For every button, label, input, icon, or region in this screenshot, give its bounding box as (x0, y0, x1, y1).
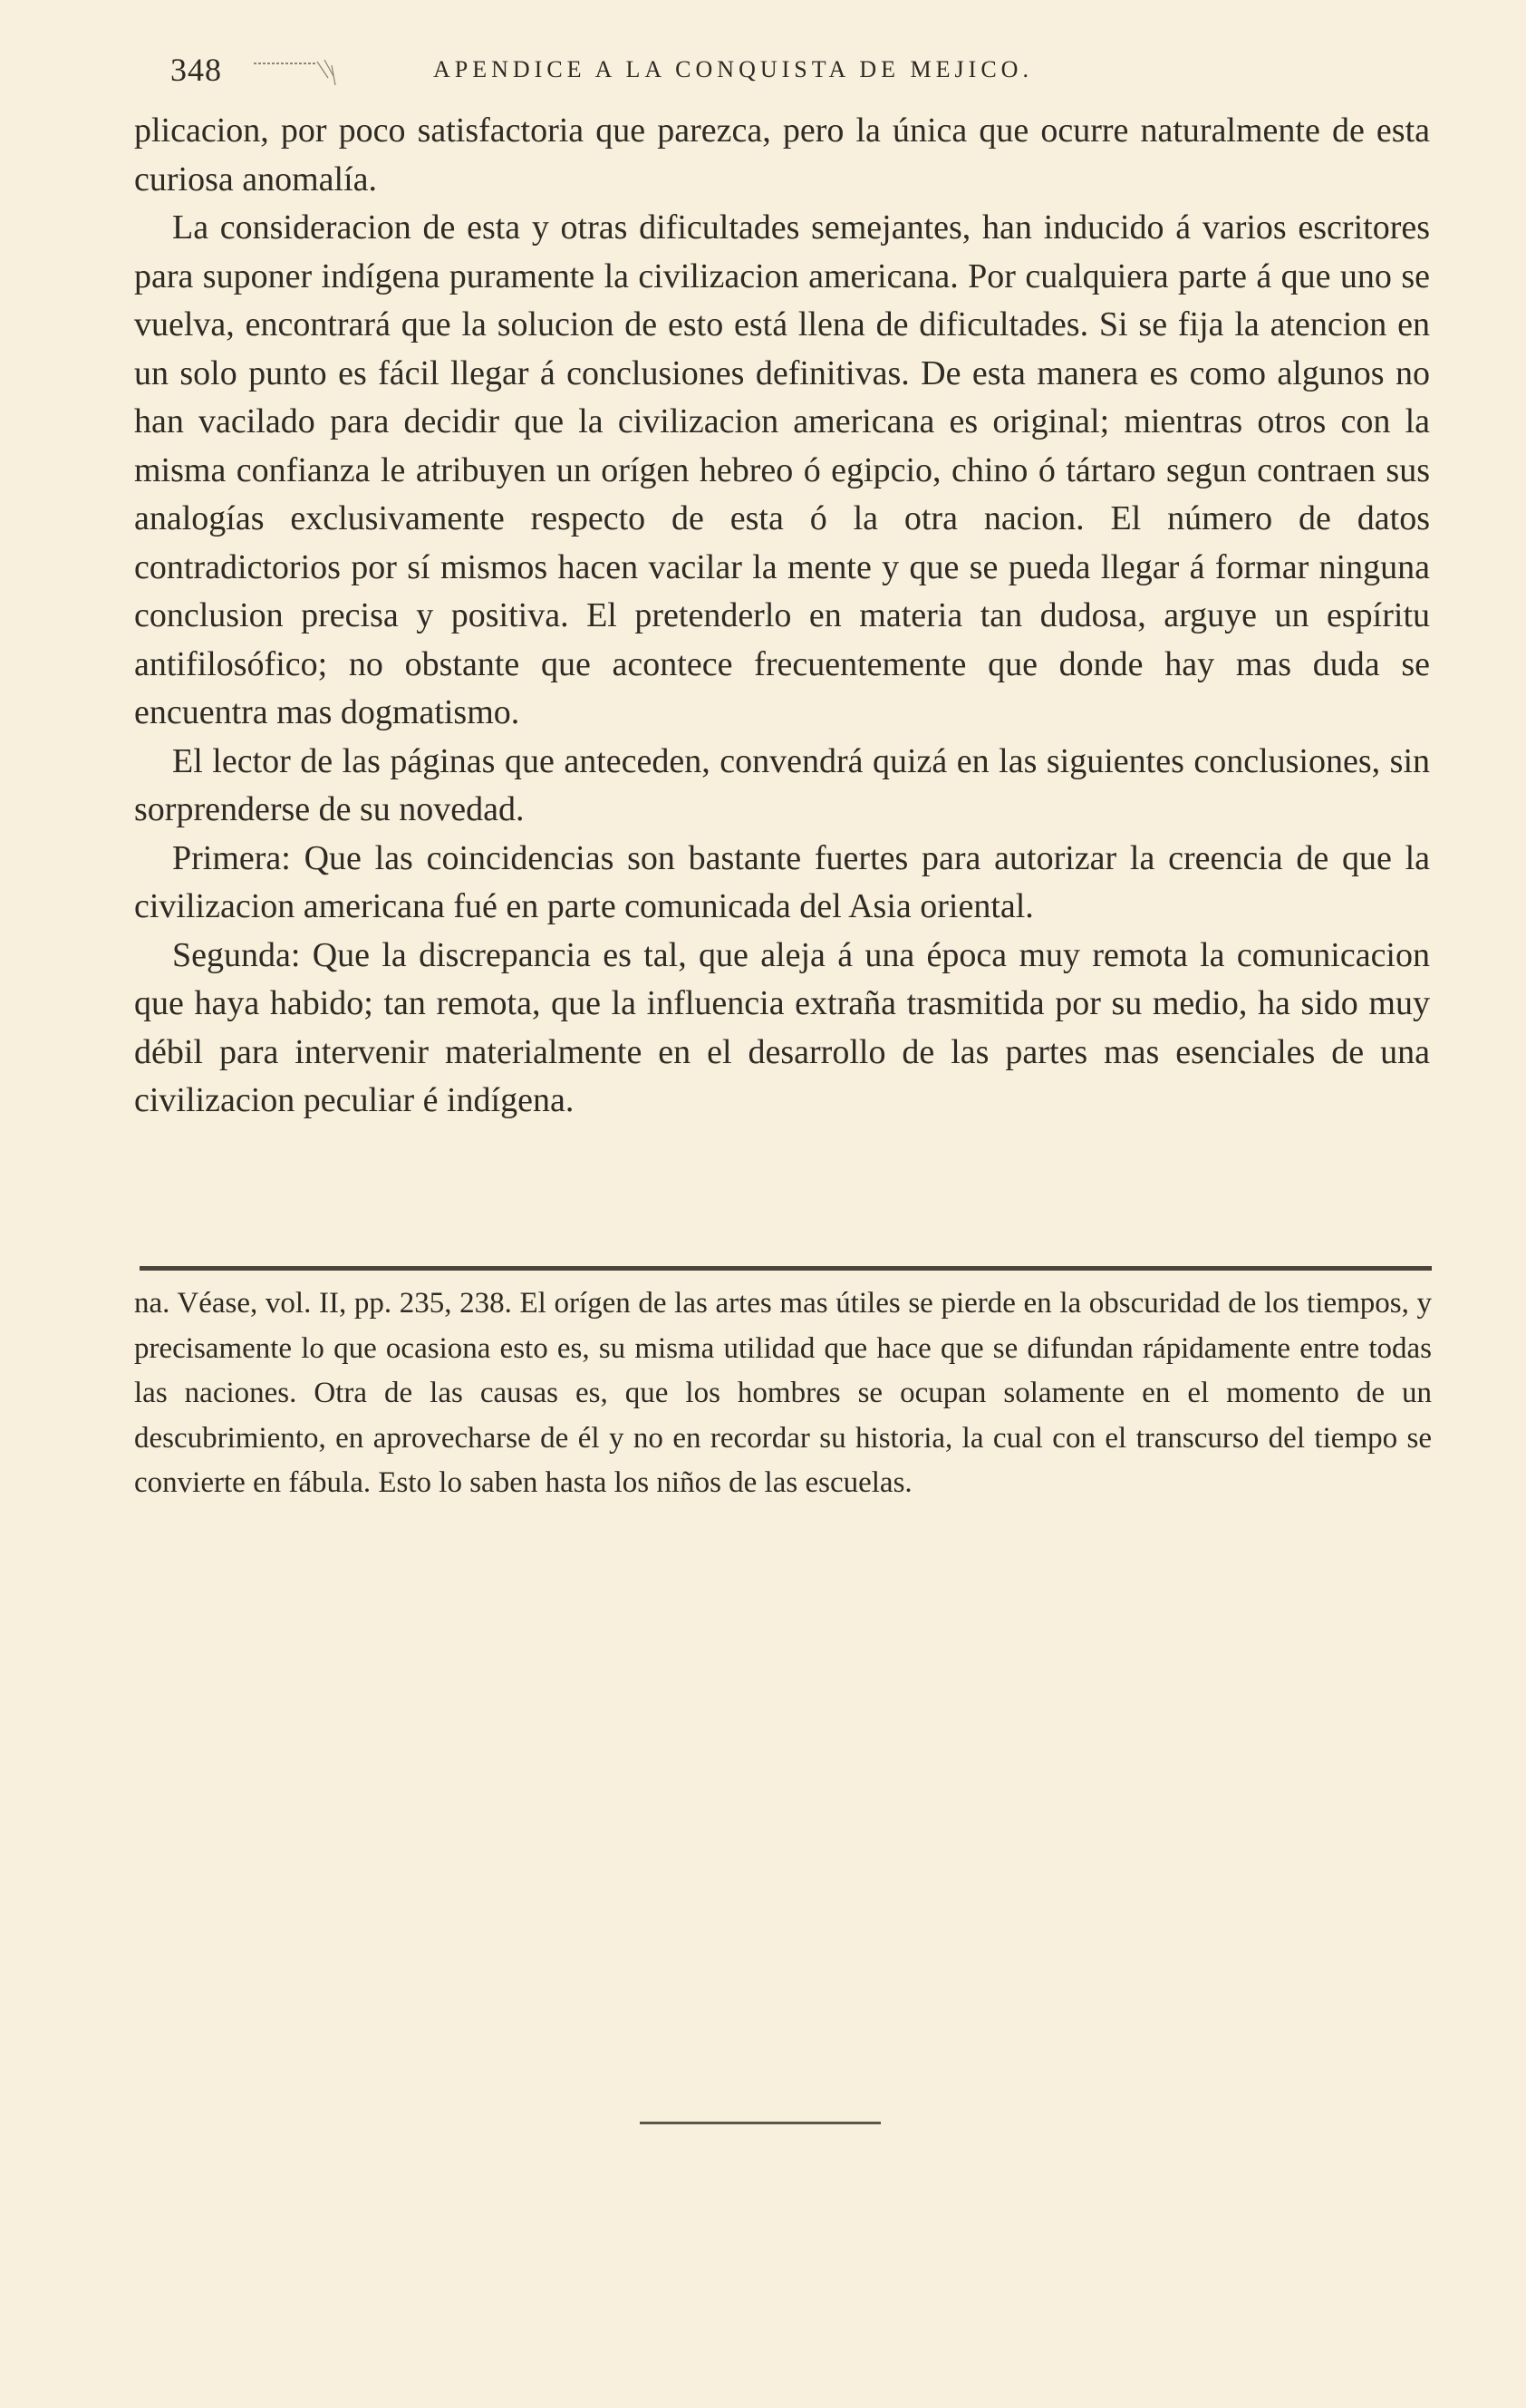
main-text (134, 107, 1430, 1126)
footnote-text: na. Véase, vol. II, pp. 235, 238. El orígen de las artes mas útiles se pierde en la obscuridad de los tiempos, y precisamente lo que ocasiona esto es, su misma utilidad que hace que se difundan rápidamente entre todas las naciones. Otra de las causas es, que los hombres se ocupan solamente en el momento de un descubrimiento, en aprovecharse de él y no en recordar su historia, la cual con el transcurso del tiempo se convierte en fábula. Esto lo saben hasta los niños de las escuelas. (134, 1287, 1432, 1499)
paragraph: El lector de las páginas que anteceden, convendrá quizá en las siguientes conclusiones, sin sorprenderse de su novedad. (134, 741, 1430, 828)
page-number: 348 (170, 52, 222, 88)
footnote-divider (140, 1266, 1432, 1271)
paragraph: La consideracion de esta y otras dificultades semejantes, han inducido á varios escritores para suponer indígena puramente la civilizacion americana. Por cualquiera parte á que uno se vuelva, encontrará que la solucion de esto está llena de dificultades. Si se fija la atencion en un solo punto es fácil llegar á conclusiones definitivas. De esta manera es como algunos no han vacilado para decidir que la civilizacion americana es original; mientras otros con la misma confianza le atribuyen un orígen hebreo ó egipcio, chino ó tártaro segun contraen sus analogías exclusivamente respecto de esta ó la otra nacion. El número de datos contradictorios por sí mismos hacen vacilar la mente y que se pueda llegar á formar ninguna conclusion precisa y positiva. El pretenderlo en materia tan dudosa, arguye un espíritu antifilosófico; no obstante que acontece frecuentemente que donde hay mas duda se encuentra mas dogmatismo. (134, 208, 1430, 731)
running-head: APENDICE A LA CONQUISTA DE MEJICO. (433, 56, 1033, 82)
paragraph-segunda: Segunda: Que la discrepancia es tal, que aleja á una época muy remota la comunicacion que haya habido; tan remota, que la influencia extraña trasmitida por su medio, ha sido muy débil para intervenir materialmente en el desarrollo de las partes mas esenciales de una civilizacion peculiar é indígena. (134, 935, 1430, 1119)
paragraph-primera: Primera: Que las coincidencias son bastante fuertes para autorizar la creencia de que la civilizacion americana fué en parte comunicada del Asia oriental. (134, 838, 1430, 925)
paragraph-continuation: plicacion, por poco satisfactoria que parezca, pero la única que ocurre naturalmente de esta curiosa anomalía. (134, 111, 1430, 198)
footnote (134, 1281, 1432, 1506)
page-header (170, 51, 1439, 96)
bottom-divider (640, 2122, 881, 2124)
